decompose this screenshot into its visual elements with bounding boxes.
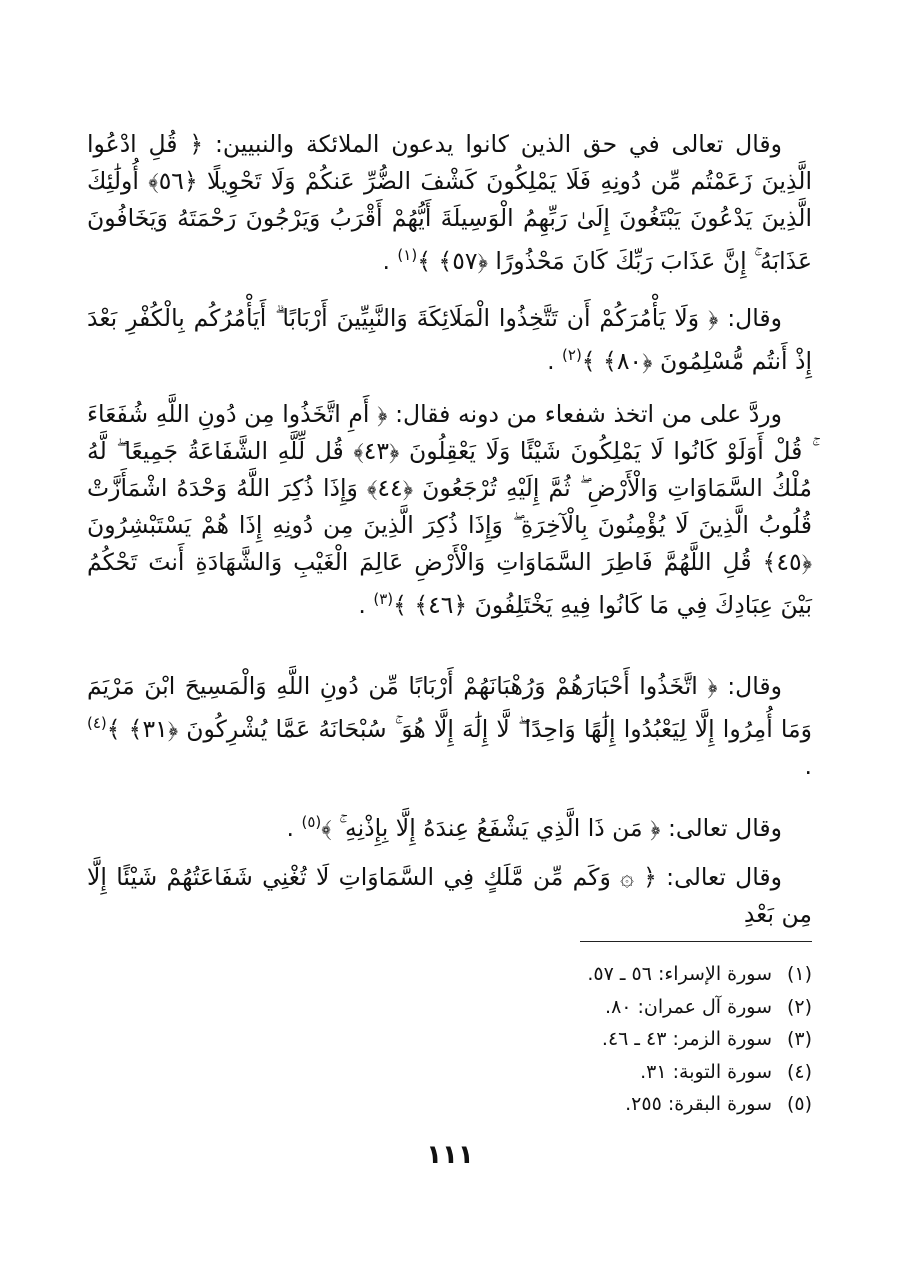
footnote-reference: (٢) xyxy=(562,346,582,364)
footnote-text: سورة آل عمران: ٨٠. xyxy=(605,995,772,1018)
paragraph-intro: وقال تعالى: xyxy=(656,863,782,891)
footnote-item xyxy=(412,1023,812,1056)
footnote-text: سورة الإسراء: ٥٦ ـ ٥٧. xyxy=(587,963,772,985)
paragraph-4 xyxy=(87,668,812,785)
paragraph-tail: . xyxy=(804,752,812,780)
footnote-number: (٥) xyxy=(786,1093,812,1115)
paragraph-5 xyxy=(87,804,812,847)
paragraph-tail: . xyxy=(286,814,302,842)
paragraph-tail: . xyxy=(358,591,374,619)
paragraph-intro: وردَّ على من اتخذ شفعاء من دونه فقال: xyxy=(387,400,782,428)
quran-verse: ﴿ ۞ وَكَم مِّن مَّلَكٍ فِي السَّمَاوَاتِ لَا تُغْنِي شَفَاعَتُهُمْ شَيْئًا إِلَّا مِن بَعْدِ xyxy=(87,863,812,928)
paragraph-intro: وقال: xyxy=(718,304,782,332)
footnote-number: (٤) xyxy=(786,1060,812,1083)
paragraph-tail: . xyxy=(547,347,563,375)
footnote-reference: (١) xyxy=(397,246,418,264)
footnotes xyxy=(412,958,812,1121)
footnote-item xyxy=(412,1056,812,1089)
footnote-reference: (٥) xyxy=(301,813,322,831)
footnote-separator xyxy=(580,941,812,942)
footnote-item xyxy=(412,958,812,991)
paragraph-2 xyxy=(87,300,812,380)
paragraph-intro: وقال تعالى في حق الذين كانوا يدعون الملائكة والنبيين: xyxy=(203,130,782,158)
quran-verse: ﴿ مَن ذَا الَّذِي يَشْفَعُ عِندَهُ إِلَّا بِإِذْنِهِ ۚ ﴾ xyxy=(321,814,661,842)
footnote-number: (٢) xyxy=(786,995,812,1018)
footnote-reference: (٤) xyxy=(87,714,107,732)
footnote-text: سورة البقرة: ٢٥٥. xyxy=(625,1093,772,1115)
footnote-reference: (٣) xyxy=(373,590,394,608)
quran-verse: ﴿ أَمِ اتَّخَذُوا مِن دُونِ اللَّهِ شُفَعَاءَ ۚ قُلْ أَوَلَوْ كَانُوا لَا يَمْلِكُونَ شَيْئًا وَلَا يَعْقِلُونَ ﴿٤٣﴾ قُل لِّلَّهِ الشَّفَاعَةُ جَمِيعًا ۖ لَّهُ مُلْكُ السَّمَاوَاتِ وَالْأَرْضِ ۖ ثُمَّ إِلَيْهِ تُرْجَعُونَ ﴿٤٤﴾ وَإِذَا ذُكِرَ اللَّهُ وَحْدَهُ اشْمَأَزَّتْ قُلُوبُ الَّذِينَ لَا يُؤْمِنُونَ بِالْآخِرَةِ ۖ وَإِذَا ذُكِرَ الَّذِينَ مِن دُونِهِ إِذَا هُمْ يَسْتَبْشِرُونَ ﴿٤٥﴾ قُلِ اللَّهُمَّ فَاطِرَ السَّمَاوَاتِ وَالْأَرْضِ عَالِمَ الْغَيْبِ وَالشَّهَادَةِ أَنتَ تَحْكُمُ بَيْنَ عِبَادِكَ فِي مَا كَانُوا فِيهِ يَخْتَلِفُونَ ﴿٤٦﴾ ﴾ xyxy=(87,400,813,619)
footnote-number: (١) xyxy=(786,963,812,985)
paragraph-intro: وقال تعالى: xyxy=(660,814,782,842)
paragraph-tail: . xyxy=(382,247,398,275)
footnote-item xyxy=(412,1088,812,1121)
quran-verse: ﴿ قُلِ ادْعُوا الَّذِينَ زَعَمْتُم مِّن دُونِهِ فَلَا يَمْلِكُونَ كَشْفَ الضُّرِّ عَنكُمْ وَلَا تَحْوِيلًا ﴿٥٦﴾ أُولَٰئِكَ الَّذِينَ يَدْعُونَ يَبْتَغُونَ إِلَىٰ رَبِّهِمُ الْوَسِيلَةَ أَيُّهُمْ أَقْرَبُ وَيَرْجُونَ رَحْمَتَهُ وَيَخَافُونَ عَذَابَهُ ۚ إِنَّ عَذَابَ رَبِّكَ كَانَ مَحْذُورًا ﴿٥٧﴾ ﴾ xyxy=(87,130,812,275)
paragraph-intro: وقال: xyxy=(717,672,782,700)
page-number: ١١١ xyxy=(426,1140,474,1170)
paragraph-6 xyxy=(87,859,812,933)
footnote-number: (٣) xyxy=(786,1028,812,1050)
paragraph-3 xyxy=(87,396,812,624)
footnote-item xyxy=(412,991,812,1024)
quran-verse: ﴿ وَلَا يَأْمُرَكُمْ أَن تَتَّخِذُوا الْمَلَائِكَةَ وَالنَّبِيِّينَ أَرْبَابًا ۗ أَيَأْمُرُكُم بِالْكُفْرِ بَعْدَ إِذْ أَنتُم مُّسْلِمُونَ ﴿٨٠﴾ ﴾ xyxy=(87,304,812,375)
quran-verse: ﴿ اتَّخَذُوا أَحْبَارَهُمْ وَرُهْبَانَهُمْ أَرْبَابًا مِّن دُونِ اللَّهِ وَالْمَسِيحَ ابْنَ مَرْيَمَ وَمَا أُمِرُوا إِلَّا لِيَعْبُدُوا إِلَٰهًا وَاحِدًا ۖ لَّا إِلَٰهَ إِلَّا هُوَ ۚ سُبْحَانَهُ عَمَّا يُشْرِكُونَ ﴿٣١﴾ ﴾ xyxy=(87,672,812,743)
footnote-text: سورة الزمر: ٤٣ ـ ٤٦. xyxy=(601,1028,772,1050)
footnote-text: سورة التوبة: ٣١. xyxy=(640,1060,772,1083)
paragraph-1 xyxy=(87,126,812,280)
